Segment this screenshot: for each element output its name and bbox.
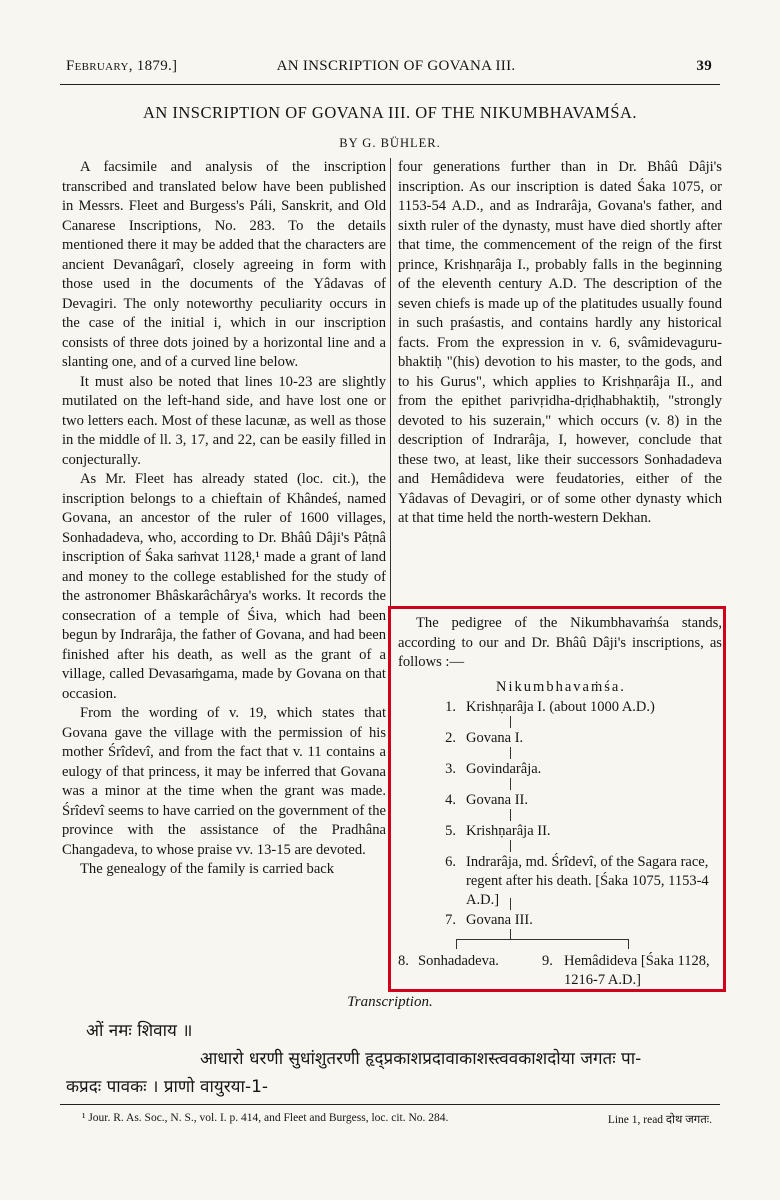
item-number: 9. bbox=[542, 953, 553, 969]
sanskrit-line-2: आधारो धरणी सुधांशुतरणी हृद्प्रकाशप्रदावाकाशस्त्ववकाशदोया जगतः पा- bbox=[200, 1049, 642, 1069]
item-number: 1. bbox=[445, 699, 456, 715]
pedigree-title: Nikumbhavaṁśa. bbox=[496, 679, 626, 695]
sanskrit-line-1: ओं नमः शिवाय ॥ bbox=[86, 1021, 193, 1041]
item-number: 2. bbox=[445, 730, 456, 746]
footnote-rule bbox=[60, 1104, 720, 1105]
item-text: Govindarâja. bbox=[466, 761, 542, 777]
branch-connector-left bbox=[456, 939, 457, 949]
sanskrit-line-3: कप्रदः पावकः । प्राणो वायुरया-1- bbox=[66, 1077, 269, 1097]
paragraph: four generations further than in Dr. Bhâû Dâji's inscription. As our inscription is dated Śaka 1075, or 1153-54 A.D., and as Indrarâja, Govana's father, and sixth ruler of the dynasty, must have died shortly after that time, the commencement of the reign of the first prince, Krishṇarâja I., probably falls in the beginning of the eleventh century A.D. The description of the seven chiefs is made up of the platitudes usually found in such praśastis, and contains hardly any historical facts. From the expression in v. 6, svâmidevaguru-bhaktiḥ "(his) devotion to his master, to the gods, and to his Gurus", which applies to Krishṇarâja II., and from the epithet parivṛidha-dṛiḍhabhaktiḥ, "strongly devoted to his suzerain," which occurs (v. 8) in the description of Indrarâja, I, however, conclude that these two, at least, like their successors Sonhadadeva and Hemâdideva were feudatories, either of the Yâdavas of Devagiri, or of some other dynasty which at that time held the north-western Dekhan. bbox=[398, 159, 722, 526]
item-number: 5. bbox=[445, 823, 456, 839]
lineage-connector bbox=[510, 747, 511, 759]
left-column bbox=[62, 158, 386, 880]
item-text: Krishṇarâja II. bbox=[466, 823, 551, 839]
paragraph: A facsimile and analysis of the inscription transcribed and translated below have been published in Messrs. Fleet and Burgess's Páli, Sanskrit, and Old Canarese Inscriptions, No. 283. To the details mentioned there it may be added that the characters are ancient Devanâgarî, closely agreeing in form with those used in the documents of the Yâdavas of Devagiri. The only noteworthy peculiarity occurs in the case of the initial i, which in our inscription consists of three dots joined by a horizontal line and a slanting one, and of a curved line below. bbox=[62, 159, 386, 370]
running-header bbox=[66, 58, 712, 84]
footnote-correction: Line 1, read दोथ जगतः. bbox=[607, 1114, 712, 1126]
paragraph: As Mr. Fleet has already stated (loc. cit.), the inscription belongs to a chieftain of Khândeś, named Govana, an ancestor of the ruler of 1600 villages, Sonhadadeva, who, according to Dr. Bhâû Dâji's Pâṭnâ inscription of Śaka saṁvat 1128,¹ made a grant of land and money to the college established for the study of the astronomer Bhâskarâchârya's works. It records the consecration of a temple of Śiva, which had been begun by Indrarâja, the father of Govana, and had been finished after his death, as well as the grant of a village, called Devasaṁgama, made by Govana on that occasion. bbox=[62, 471, 386, 702]
header-rule bbox=[60, 84, 720, 85]
item-text: Govana II. bbox=[466, 792, 529, 808]
lineage-connector bbox=[510, 929, 511, 939]
header-title: AN INSCRIPTION OF GOVANA III. bbox=[276, 58, 516, 74]
paragraph: The genealogy of the family is carried back bbox=[80, 861, 335, 877]
pedigree-intro bbox=[398, 614, 722, 673]
branch-line bbox=[456, 939, 628, 940]
footnote-citation: ¹ Jour. R. As. Soc., N. S., vol. I. p. 414, and Fleet and Burgess, loc. cit. No. 284. bbox=[82, 1112, 449, 1124]
paragraph: From the wording of v. 19, which states that Govana gave the village with the permission of his mother Śrîdevî, and from the fact that v. 11 contains a eulogy of that princess, it may be inferred that Govana was a minor at the time when the grant was made. Śrîdevî seems to have carried on the government of the province with the assistance of the Pradhâna Changadeva, to whose praise vv. 13-15 are devoted. bbox=[62, 705, 386, 858]
item-number: 8. bbox=[398, 953, 409, 969]
item-text: Govana III. bbox=[466, 912, 533, 928]
branch-connector-right bbox=[628, 939, 629, 949]
item-number: 6. bbox=[445, 854, 456, 870]
item-number: 3. bbox=[445, 761, 456, 777]
transcription-heading: Transcription. bbox=[347, 994, 433, 1010]
lineage-connector bbox=[510, 716, 511, 728]
lineage-connector bbox=[510, 809, 511, 821]
paragraph: It must also be noted that lines 10-23 are slightly mutilated on the left-hand side, and have lost one or two letters each. Most of these lacunæ, as well as those in the middle of ll. 3, 17, and 22, can be easily filled in conjecturally. bbox=[62, 373, 386, 468]
page-number: 39 bbox=[696, 58, 712, 74]
item-text: Krishṇarâja I. (about 1000 A.D.) bbox=[466, 699, 655, 715]
lineage-connector bbox=[510, 898, 511, 910]
article-byline: BY G. BÜHLER. bbox=[339, 136, 441, 150]
item-text: Hemâdideva [Śaka 1128, 1216-7 A.D.] bbox=[564, 953, 710, 988]
right-column bbox=[398, 158, 722, 529]
item-text: Indrarâja, md. Śrîdevî, of the Sagara race, regent after his death. [Śaka 1075, 1153-4 A.D.] bbox=[466, 854, 709, 908]
lineage-connector bbox=[510, 840, 511, 852]
header-date: February, 1879.] bbox=[66, 58, 178, 74]
item-number: 4. bbox=[445, 792, 456, 808]
pedigree-intro-text: The pedigree of the Nikumbhavaṁśa stands, according to our and Dr. Bhâû Dâji's inscriptions, as follows :— bbox=[398, 615, 722, 670]
article-title: AN INSCRIPTION OF GOVANA III. OF THE NIKUMBHAVAMŚA. bbox=[142, 103, 638, 122]
item-number: 7. bbox=[445, 912, 456, 928]
item-text: Govana I. bbox=[466, 730, 524, 746]
lineage-connector bbox=[510, 778, 511, 790]
item-text: Sonhadadeva. bbox=[418, 953, 499, 969]
